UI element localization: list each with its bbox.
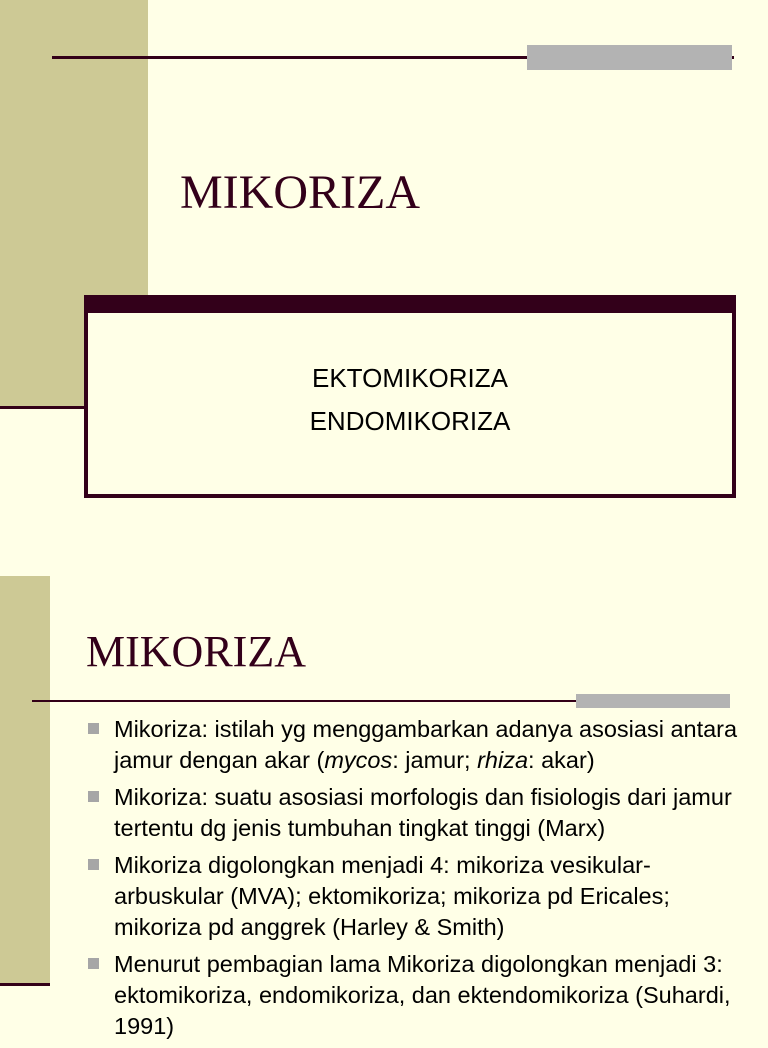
square-bullet-icon — [88, 958, 99, 969]
title-rule-accent — [576, 694, 730, 708]
bullet-text: Mikoriza: suatu asosiasi morfologis dan fisiologis dari jamur tertentu dg jenis tumbuhan tingkat tinggi (Marx) — [114, 784, 732, 841]
bullet-item — [86, 949, 746, 1042]
slide-title: MIKORIZA — [86, 627, 306, 676]
square-bullet-icon — [88, 791, 99, 802]
bullet-text: Menurut pembagian lama Mikoriza digolongkan menjadi 3: ektomikoriza, endomikoriza, dan ektendomikoriza (Suhardi, 1991) — [114, 951, 731, 1039]
bullet-text-italic: rhiza — [477, 747, 529, 773]
bullet-text-italic: mycos — [324, 747, 393, 773]
sidebar-divider-line — [0, 983, 50, 986]
subtitle-box-header — [84, 295, 736, 313]
slide-title: MIKORIZA — [180, 166, 420, 219]
slide-gap — [0, 560, 768, 576]
bullet-text: Mikoriza digolongkan menjadi 4: mikoriza vesikular-arbuskular (MVA); ektomikoriza; mikoriza pd Ericales; mikoriza pd anggrek (Harley & Smith) — [114, 852, 670, 940]
sidebar-divider-line — [0, 406, 86, 409]
bullet-text: : akar) — [528, 747, 595, 773]
bullet-item — [86, 714, 746, 776]
subtitle-line-endomikoriza: ENDOMIKORIZA — [309, 406, 511, 436]
bullet-item — [86, 782, 746, 844]
subtitle-line-ektomikoriza: EKTOMIKORIZA — [312, 363, 508, 393]
title-rule-accent — [527, 45, 732, 70]
sidebar-panel — [0, 576, 50, 986]
bullet-text: Mikoriza: istilah yg menggambarkan adanya asosiasi antara jamur dengan akar ( — [114, 716, 738, 773]
square-bullet-icon — [88, 859, 99, 870]
bullet-item — [86, 850, 746, 943]
bullet-text: : jamur; — [392, 747, 478, 773]
square-bullet-icon — [88, 723, 99, 734]
slide-2 — [0, 576, 768, 1039]
bullet-list — [86, 714, 746, 1048]
subtitle-box — [84, 313, 736, 498]
